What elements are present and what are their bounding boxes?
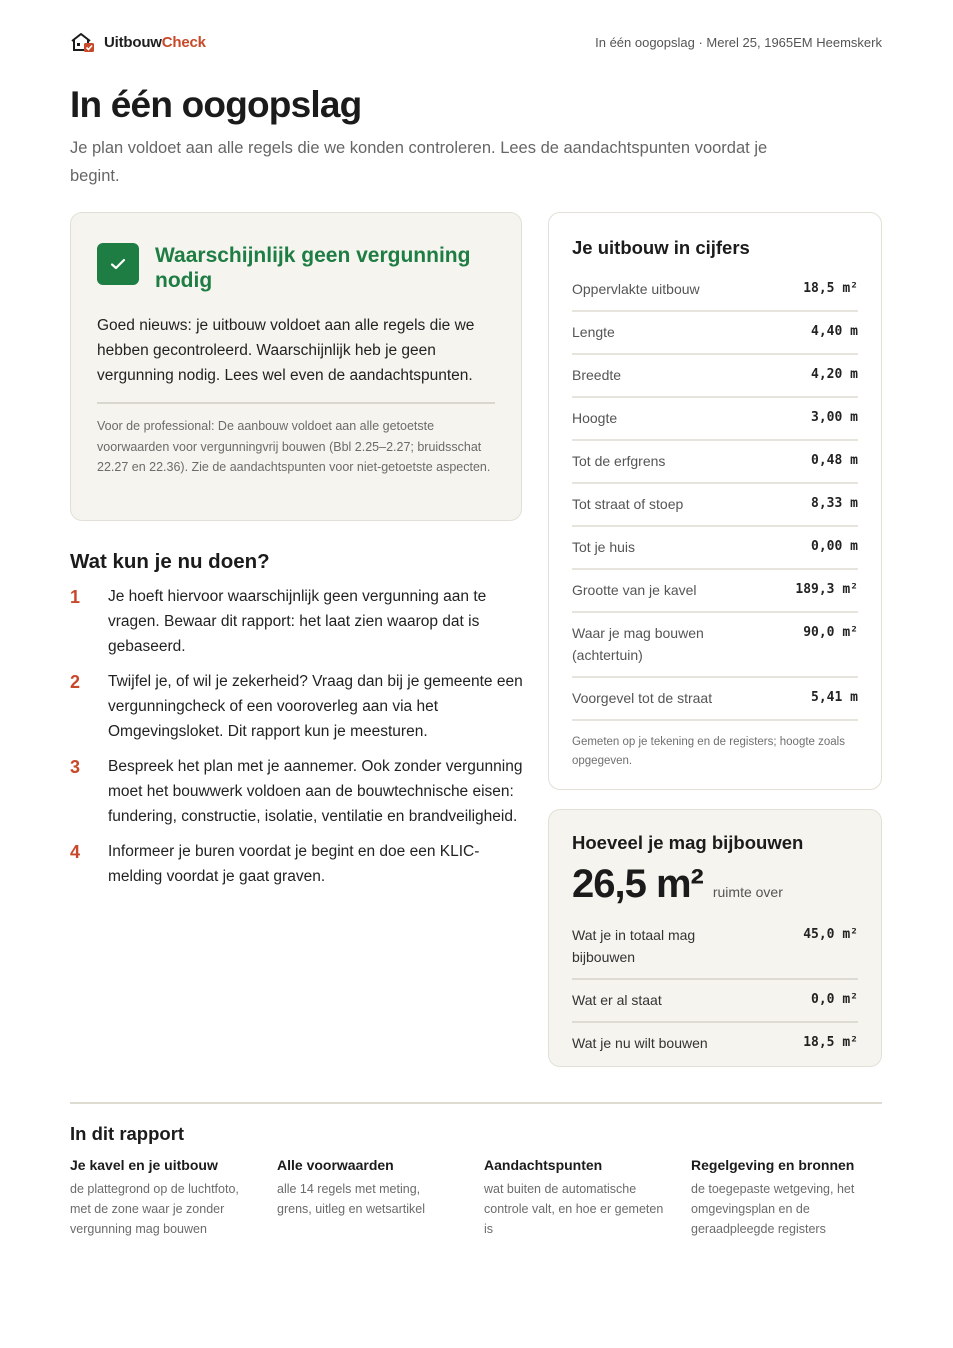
brand-logo [70, 31, 206, 53]
report-section [277, 1157, 457, 1239]
section-title: Regelgeving en bronnen [691, 1157, 855, 1173]
list-item [70, 754, 525, 829]
section-title: Je kavel en je uitbouw [70, 1157, 218, 1173]
row-label: Wat er al staat [572, 992, 662, 1008]
stats-title: Je uitbouw in cijfers [572, 237, 750, 258]
verdict-title: Waarschijnlijk geen vergunning nodig [155, 244, 471, 292]
table-row [572, 678, 858, 721]
report-contents-title: In dit rapport [70, 1123, 185, 1144]
list-item [70, 669, 525, 744]
row-label: Grootte van je kavel [572, 582, 697, 598]
brand-name: UitbouwCheck [104, 33, 206, 51]
remaining-caption: ruimte over [712, 884, 783, 900]
report-contents [70, 1157, 882, 1239]
row-label: Oppervlakte uitbouw [572, 281, 700, 297]
section-text: de plattegrond op de luchtfoto, met de zone waar je zonder vergunning mag bouwen [70, 1182, 239, 1236]
step-text: Informeer je buren voordat je begint en doe een KLIC-melding voordat je gaat graven. [108, 843, 480, 885]
row-value: 18,5 m² [803, 281, 858, 296]
row-label: Tot de erfgrens [572, 453, 666, 469]
report-section [70, 1157, 250, 1239]
verdict-body: Goed nieuws: je uitbouw voldoet aan alle regels die we hebben gecontroleerd. Waarschijnlijk heb je geen vergunning nodig. Lees wel even de aandachtspunten. [97, 317, 475, 384]
remaining-space [572, 862, 858, 907]
page-header [70, 30, 882, 54]
table-row [572, 527, 858, 570]
table-row [572, 269, 858, 312]
section-text: wat buiten de automatische controle valt, en hoe er gemeten is [484, 1182, 664, 1236]
stats-table [572, 269, 858, 721]
house-check-icon [70, 31, 96, 53]
capacity-table [572, 915, 858, 1066]
verdict-professional-note: Voor de professional: De aanbouw voldoet aan alle getoetste voorwaarden voor vergunningvrij bouwen (Bbl 2.25–2.27; bruidsschat 22.27 en 22.36). Zie de aandachtspunten voor niet-getoetste aspecten. [97, 419, 491, 474]
table-row [572, 915, 858, 980]
section-title: Aandachtspunten [484, 1157, 603, 1173]
row-value: 189,3 m² [795, 582, 858, 597]
table-row [572, 355, 858, 398]
table-row [572, 484, 858, 527]
section-text: alle 14 regels met meting, grens, uitleg en wetsartikel [277, 1182, 425, 1216]
capacity-title: Hoeveel je mag bijbouwen [572, 832, 804, 853]
step-number: 1 [70, 587, 81, 607]
remaining-value: 26,5 m² [572, 862, 703, 906]
row-value: 0,00 m [811, 539, 858, 554]
table-row [572, 312, 858, 355]
table-row [572, 980, 858, 1023]
step-text: Je hoeft hiervoor waarschijnlijk geen vergunning aan te vragen. Bewaar dit rapport: het laat zien waarop dat is gebaseerd. [108, 588, 487, 655]
next-steps-list [70, 584, 525, 899]
row-value: 18,5 m² [803, 1035, 858, 1050]
divider [70, 1102, 882, 1104]
step-number: 2 [70, 672, 81, 692]
report-section [691, 1157, 871, 1239]
step-number: 4 [70, 842, 81, 862]
row-value: 45,0 m² [803, 927, 858, 942]
verdict-header [97, 243, 495, 293]
stats-footnote: Gemeten op je tekening en de registers; hoogte zoals opgegeven. [572, 736, 845, 767]
row-value: 90,0 m² [803, 625, 858, 640]
table-row [572, 613, 858, 678]
step-number: 3 [70, 757, 81, 777]
row-value: 4,40 m [811, 324, 858, 339]
row-value: 0,0 m² [811, 992, 858, 1007]
row-label: Tot straat of stoep [572, 496, 684, 512]
table-row [572, 570, 858, 613]
row-label: Lengte [572, 324, 615, 340]
list-item [70, 584, 525, 659]
row-label: Wat je nu wilt bouwen [572, 1035, 708, 1051]
section-text: de toegepaste wetgeving, het omgevingsplan en de geraadpleegde registers [691, 1182, 855, 1236]
stats-card [548, 212, 882, 790]
row-label: Tot je huis [572, 539, 636, 555]
next-steps-title: Wat kun je nu doen? [70, 550, 270, 573]
row-value: 0,48 m [811, 453, 858, 468]
page-title: In één oogopslag [70, 84, 362, 125]
divider [97, 402, 495, 404]
capacity-card [548, 809, 882, 1067]
checkmark-icon [97, 243, 139, 285]
section-title: Alle voorwaarden [277, 1157, 394, 1173]
verdict-card [70, 212, 522, 521]
row-label: Waar je mag bouwen (achtertuin) [572, 625, 704, 663]
table-row [572, 441, 858, 484]
page-subtitle: Je plan voldoet aan alle regels die we konden controleren. Lees de aandachtspunten voordat je begint. [70, 139, 768, 185]
row-label: Wat je in totaal mag bijbouwen [572, 927, 696, 965]
row-value: 8,33 m [811, 496, 858, 511]
row-value: 5,41 m [811, 690, 858, 705]
report-section [484, 1157, 664, 1239]
header-meta: In één oogopslag · Merel 25, 1965EM Heemskerk [595, 34, 882, 50]
table-row [572, 1023, 858, 1066]
row-value: 3,00 m [811, 410, 858, 425]
row-label: Voorgevel tot de straat [572, 690, 713, 706]
step-text: Bespreek het plan met je aannemer. Ook zonder vergunning moet het bouwwerk voldoen aan de bouwtechnische eisen: fundering, constructie, isolatie, ventilatie en brandveiligheid. [108, 758, 523, 825]
row-value: 4,20 m [811, 367, 858, 382]
step-text: Twijfel je, of wil je zekerheid? Vraag dan bij je gemeente een vergunningcheck of een vooroverleg aan via het Omgevingsloket. Dit rapport kun je meesturen. [108, 673, 523, 740]
list-item [70, 839, 525, 889]
row-label: Breedte [572, 367, 622, 383]
row-label: Hoogte [572, 410, 618, 426]
table-row [572, 398, 858, 441]
